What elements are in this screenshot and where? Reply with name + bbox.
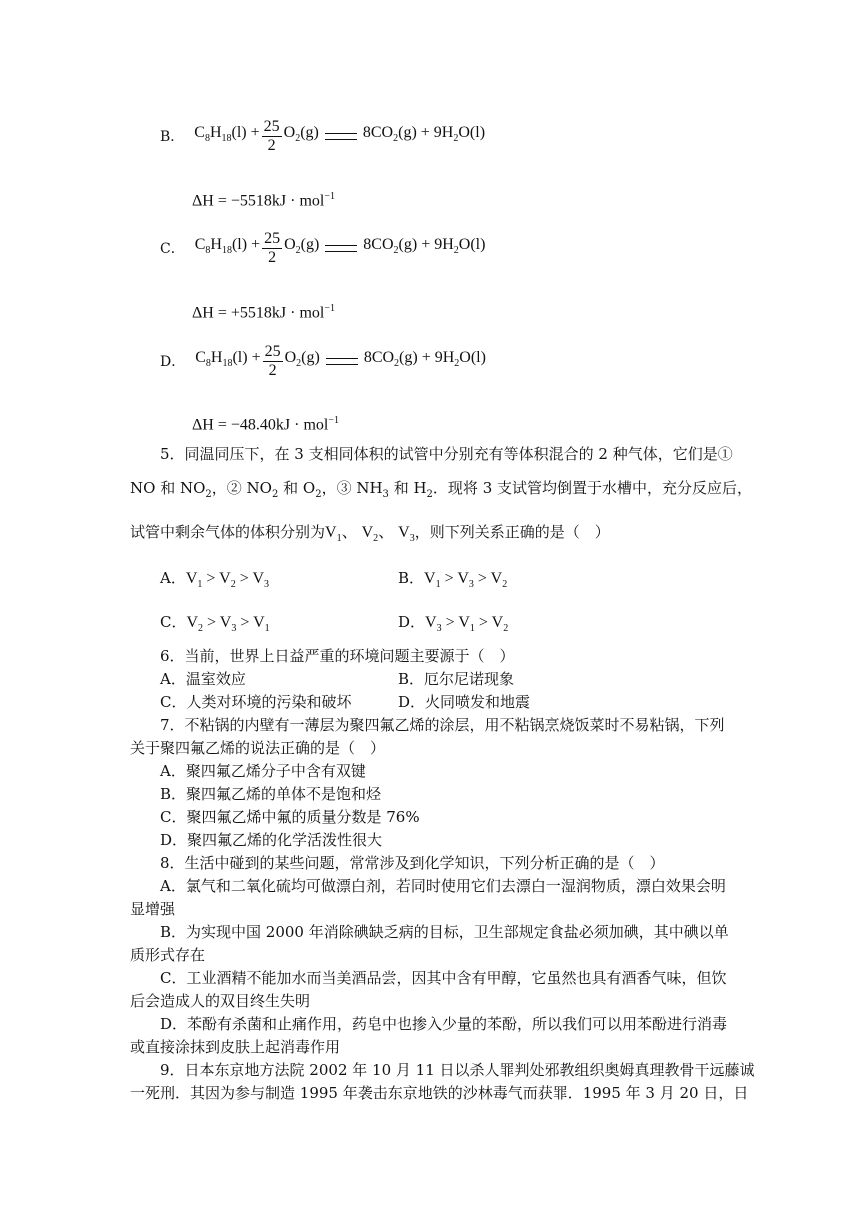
q8-option-a-line1[interactable]: A．氯气和二氧化硫均可做漂白剂，若同时使用它们去漂白一湿润物质，漂白效果会明 bbox=[160, 877, 726, 895]
enthalpy-option-b: ΔH = −5518kJ · mol$^{-1}$ bbox=[192, 191, 335, 210]
q7-stem-line2: 关于聚四氟乙烯的说法正确的是（ ） bbox=[130, 739, 386, 757]
q8-option-d-line2[interactable]: 或直接涂抹到皮肤上起消毒作用 bbox=[130, 1038, 341, 1056]
q6-option-a[interactable]: A．温室效应 bbox=[160, 670, 246, 688]
equation-option-d: D． $C_8H_{18}(l)$ + $\frac{25}{2}$ $O_2(g)$ $8CO_2(g) + 9H_2O(l)$ bbox=[160, 343, 486, 379]
q5-option-b[interactable]: B．$V_1 > V_3 > V_2$ bbox=[398, 569, 508, 591]
equals-sign bbox=[326, 358, 358, 365]
q5-option-c[interactable]: C．$V_2 > V_3 > V_1$ bbox=[160, 613, 270, 635]
q7-option-d[interactable]: D．聚四氟乙烯的化学活泼性很大 bbox=[160, 831, 383, 849]
q7-option-c[interactable]: C．聚四氟乙烯中氟的质量分数是 76% bbox=[160, 808, 420, 826]
q6-option-d[interactable]: D．火同喷发和地震 bbox=[398, 693, 531, 711]
q5-option-d[interactable]: D．$V_3 > V_1 > V_2$ bbox=[398, 613, 509, 635]
equation-option-b: B． $C_8H_{18}(l)$ + $\frac{25}{2}$ $O_2(g)$ $8CO_2(g) + 9H_2O(l)$ bbox=[160, 118, 486, 154]
q8-option-c-line2[interactable]: 后会造成人的双目终生失明 bbox=[130, 992, 311, 1010]
q8-option-c-line1[interactable]: C．工业酒精不能加水而当美酒品尝，因其中含有甲醇，它虽然也具有酒香气味，但饮 bbox=[160, 969, 727, 987]
q7-stem-line1: 7．不粘锅的内壁有一薄层为聚四氟乙烯的涂层，用不粘锅烹烧饭菜时不易粘锅，下列 bbox=[160, 716, 725, 734]
q6-option-c[interactable]: C．人类对环境的污染和破坏 bbox=[160, 693, 352, 711]
q9-stem-line1: 9．日本东京地方法院 2002 年 10 月 11 日以杀人罪判处邪教组织奥姆真理教骨干远藤诚 bbox=[160, 1061, 755, 1079]
option-label: C． bbox=[160, 240, 185, 257]
q6-option-b[interactable]: B．厄尔尼诺现象 bbox=[398, 670, 515, 688]
q7-option-a[interactable]: A．聚四氟乙烯分子中含有双键 bbox=[160, 762, 366, 780]
q8-option-a-line2[interactable]: 显增强 bbox=[130, 900, 176, 918]
q8-option-d-line1[interactable]: D．苯酚有杀菌和止痛作用，药皂中也掺入少量的苯酚，所以我们可以用苯酚进行消毒 bbox=[160, 1015, 728, 1033]
enthalpy-option-c: ΔH = +5518kJ · mol$^{-1}$ bbox=[192, 303, 335, 322]
q5-stem-line3: 试管中剩余气体的体积分别为$V_1$、 $V_2$、 $V_3$，则下列关系正确的是（ ） bbox=[130, 523, 610, 545]
q5-stem-line1: 5．同温同压下，在 3 支相同体积的试管中分别充有等体积混合的 2 种气体，它们是① bbox=[160, 445, 733, 463]
fraction: $\frac{25}{2}$ bbox=[264, 343, 281, 379]
fraction: $\frac{25}{2}$ bbox=[263, 118, 280, 154]
enthalpy-option-d: ΔH = −48.40kJ · mol$^{-1}$ bbox=[192, 415, 339, 434]
q5-stem-line2: NO 和 $NO_2$，② $NO_2$ 和 $O_2$，③ $NH_3$ 和 $H_2$．现将 3 支试管均倒置于水槽中，充分反应后， bbox=[130, 479, 753, 500]
equation-option-c: C． $C_8H_{18}(l)$ + $\frac{25}{2}$ $O_2(g)$ $8CO_2(g) + 9H_2O(l)$ bbox=[160, 230, 486, 266]
fraction: $\frac{25}{2}$ bbox=[264, 230, 281, 266]
equals-sign bbox=[325, 245, 357, 252]
option-label: D． bbox=[160, 353, 186, 370]
q9-stem-line2: 一死刑．其因为参与制造 1995 年袭击东京地铁的沙林毒气而获罪．1995 年 3 月 20 日，日 bbox=[130, 1084, 749, 1102]
q8-option-b-line2[interactable]: 质形式存在 bbox=[130, 946, 206, 964]
q8-option-b-line1[interactable]: B．为实现中国 2000 年消除碘缺乏病的目标，卫生部规定食盐必须加碘，其中碘以单 bbox=[160, 923, 729, 941]
q5-option-a[interactable]: A．$V_1 > V_2 > V_3$ bbox=[160, 569, 269, 591]
q7-option-b[interactable]: B．聚四氟乙烯的单体不是饱和烃 bbox=[160, 785, 382, 803]
equals-sign bbox=[325, 133, 357, 140]
q8-stem: 8．生活中碰到的某些问题，常常涉及到化学知识，下列分析正确的是（ ） bbox=[160, 854, 665, 872]
option-label: B． bbox=[160, 128, 185, 145]
q6-stem: 6．当前，世界上日益严重的环境问题主要源于（ ） bbox=[160, 647, 515, 665]
